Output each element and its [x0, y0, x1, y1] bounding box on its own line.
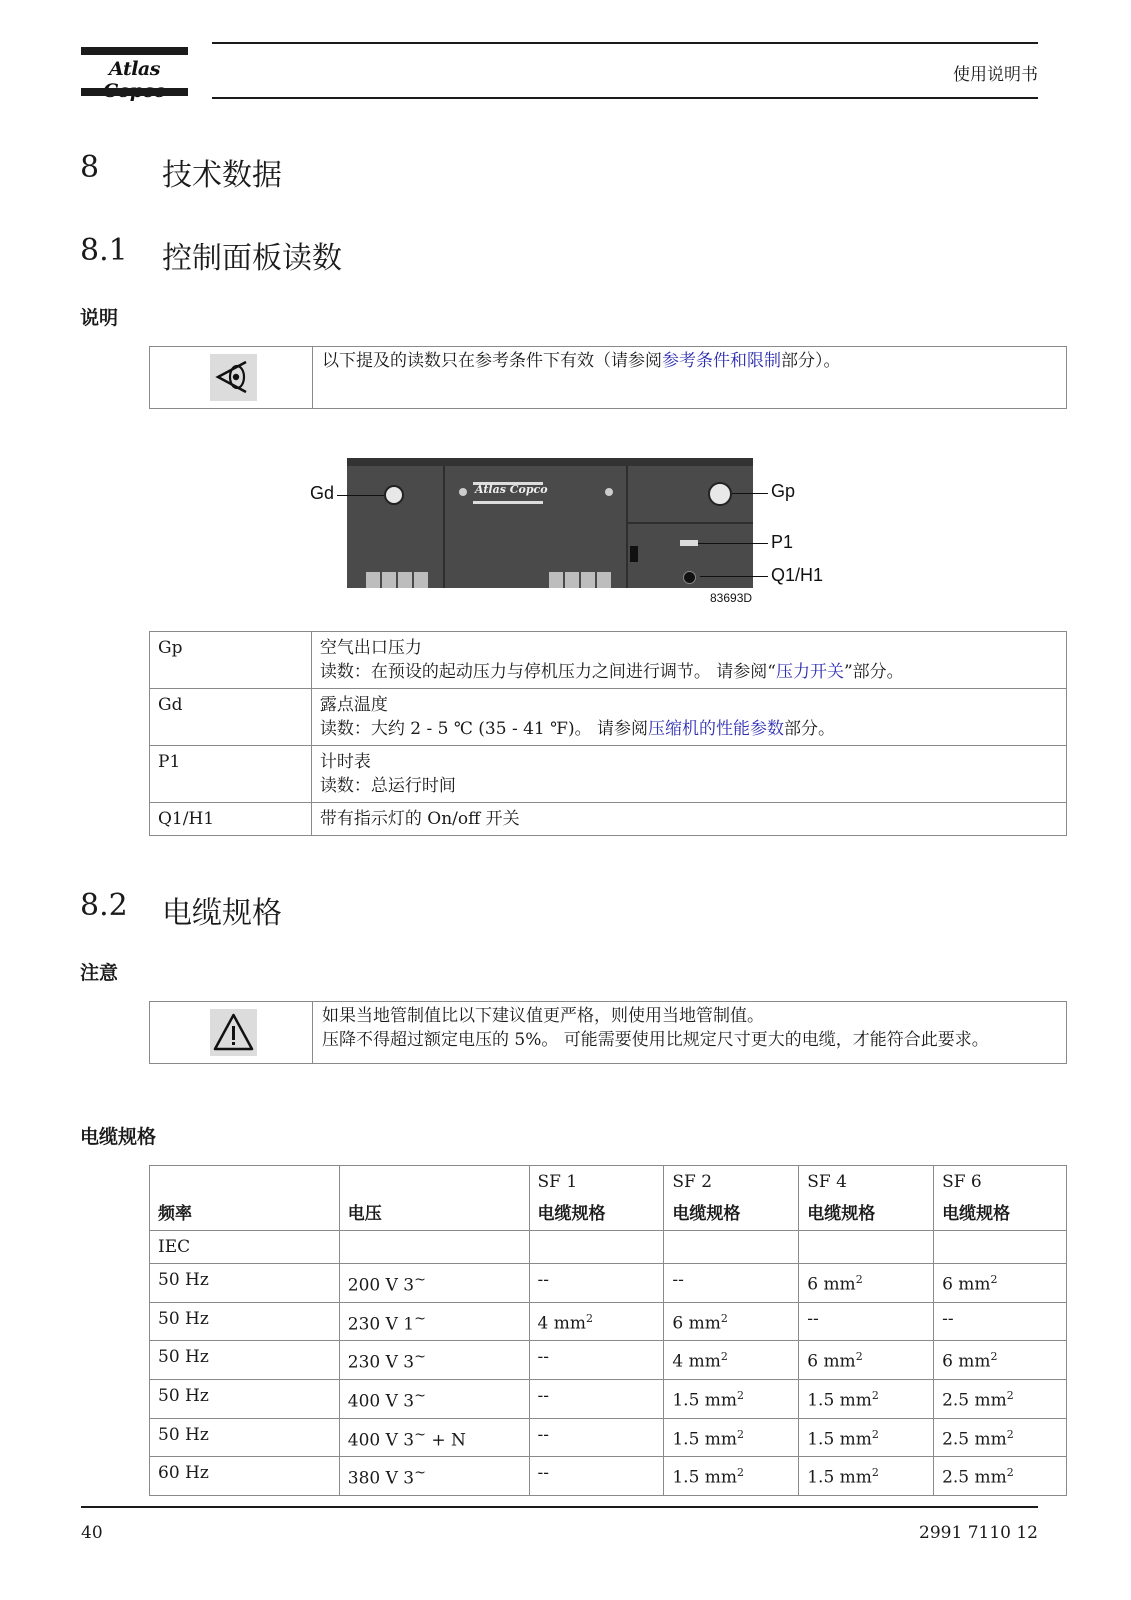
cable-size-value: -- — [672, 1270, 684, 1290]
cable-size-cell — [799, 1457, 934, 1496]
frequency-cell: 50 Hz — [150, 1418, 340, 1457]
cable-size-value: 1.5 mm — [807, 1467, 872, 1488]
cable-size-cell — [529, 1418, 664, 1457]
column-header-cable: 电缆规格 — [664, 1198, 799, 1231]
ac-tilde: ~ — [414, 1426, 426, 1443]
cable-size-value: -- — [942, 1308, 954, 1329]
cable-size-cell — [529, 1379, 664, 1418]
caution-line: 如果当地管制值比以下建议值更严格，则使用当地管制值。 — [322, 1006, 764, 1026]
table-cell — [529, 1231, 664, 1264]
cable-size-cell — [529, 1341, 664, 1380]
cable-size-value: -- — [807, 1308, 819, 1329]
note-text-after: 部分）。 — [781, 351, 841, 371]
table-row — [150, 1418, 1067, 1457]
cable-size-cell — [799, 1302, 934, 1341]
vent-slot — [549, 572, 563, 588]
header-top-rule — [212, 42, 1038, 44]
table-row — [150, 1379, 1067, 1418]
ac-tilde: ~ — [414, 1465, 426, 1482]
table-group-row — [150, 1231, 1067, 1264]
vent-slot — [581, 572, 595, 588]
voltage-value: 400 V 3 — [347, 1430, 415, 1451]
squared-superscript: 2 — [871, 1388, 879, 1402]
vent-slot — [414, 572, 428, 588]
callout-gd: Gd — [310, 483, 335, 503]
cable-size-cell — [529, 1264, 664, 1303]
ac-tilde: ~ — [414, 1310, 426, 1327]
figure-code: 83693D — [710, 591, 753, 605]
panel-divider — [443, 466, 445, 588]
caution-box — [149, 1001, 1067, 1064]
reading-description — [311, 632, 1066, 689]
control-panel-figure — [347, 458, 753, 588]
note-text-before: 以下提及的读数只在参考条件下有效（请参阅 — [322, 351, 662, 371]
table-cell — [934, 1231, 1067, 1264]
squared-superscript: 2 — [871, 1466, 879, 1480]
cable-size-value: 4 mm — [537, 1313, 586, 1334]
squared-superscript: 2 — [990, 1350, 998, 1364]
cable-size-value: -- — [537, 1347, 549, 1368]
reading-title: 空气出口压力 — [319, 638, 422, 658]
squared-superscript: 2 — [720, 1311, 728, 1325]
vent-slot — [382, 572, 396, 588]
cable-size-value: 2.5 mm — [942, 1390, 1007, 1411]
table-cell — [799, 1231, 934, 1264]
table-row — [150, 1457, 1067, 1496]
subsection-title: 控制面板读数 — [162, 241, 342, 276]
cable-size-cell — [934, 1264, 1067, 1303]
logo-top-bar — [81, 47, 188, 55]
cable-size-value: 6 mm — [672, 1313, 721, 1334]
header-cell-empty — [150, 1166, 340, 1199]
doc-type: 使用说明书 — [953, 65, 1038, 85]
panel-brand-logo: Atlas Copco — [475, 483, 548, 496]
table-row — [150, 803, 1067, 836]
footer-rule — [81, 1506, 1038, 1508]
reading-value-text: ”部分。 — [843, 662, 904, 682]
panel-screw-icon — [459, 488, 467, 496]
document-number: 2991 7110 12 — [919, 1523, 1038, 1543]
reading-description — [311, 689, 1066, 746]
caution-icon-cell — [150, 1002, 313, 1063]
voltage-cell — [339, 1379, 529, 1418]
cable-size-cell — [934, 1341, 1067, 1380]
cable-size-value: 6 mm — [807, 1274, 856, 1295]
squared-superscript: 2 — [855, 1273, 863, 1286]
callout-q1h1: Q1/H1 — [771, 565, 824, 585]
frequency-cell: 50 Hz — [150, 1341, 340, 1380]
model-header: SF 6 — [934, 1166, 1067, 1199]
squared-superscript: 2 — [871, 1427, 879, 1441]
page-number: 40 — [81, 1523, 103, 1543]
ac-tilde: ~ — [414, 1272, 426, 1288]
caution-text — [322, 1004, 989, 1052]
cable-size-value: -- — [537, 1463, 549, 1484]
cable-size-value: 4 mm — [672, 1351, 721, 1372]
table-row — [150, 1341, 1067, 1380]
cable-table-heading: 电缆规格 — [80, 1126, 157, 1148]
column-header-frequency: 频率 — [150, 1198, 340, 1231]
callout-line-p1 — [698, 543, 768, 544]
voltage-value: 400 V 3 — [347, 1391, 415, 1412]
callout-line-gd — [337, 495, 384, 496]
squared-superscript: 2 — [1006, 1388, 1014, 1402]
callout-line-q1h1 — [700, 576, 768, 577]
cable-size-cell — [934, 1457, 1067, 1496]
table-row — [150, 632, 1067, 689]
table-header-row — [150, 1166, 1067, 1199]
vent-slot — [565, 572, 579, 588]
cable-size-value: 2.5 mm — [942, 1429, 1007, 1450]
callout-line-gp — [732, 493, 768, 494]
cable-size-value: 6 mm — [942, 1351, 991, 1372]
cable-size-value: 1.5 mm — [807, 1429, 872, 1450]
cable-size-cell — [934, 1379, 1067, 1418]
reading-value — [320, 717, 1058, 741]
cable-size-value: 1.5 mm — [807, 1390, 872, 1411]
cable-size-cell — [529, 1302, 664, 1341]
caution-heading: 注意 — [80, 962, 119, 984]
model-header: SF 4 — [799, 1166, 934, 1199]
logo-bottom-bar — [81, 88, 188, 96]
voltage-value: 230 V 3 — [347, 1352, 415, 1373]
table-row — [150, 1264, 1067, 1303]
callout-gp: Gp — [771, 481, 796, 501]
reading-value — [320, 660, 1058, 684]
reading-value-text: 读数：大约 2 - 5 ℃ (35 - 41 ℉)。 请参阅 — [319, 719, 648, 739]
cable-size-value: 1.5 mm — [672, 1429, 738, 1450]
note-heading: 说明 — [80, 307, 119, 329]
cable-size-cell — [664, 1379, 799, 1418]
squared-superscript: 2 — [585, 1311, 593, 1325]
frequency-cell: 50 Hz — [150, 1264, 340, 1303]
model-header: SF 2 — [664, 1166, 799, 1199]
cable-size-cell — [664, 1264, 799, 1303]
cable-size-value: 6 mm — [807, 1351, 856, 1372]
callout-p1: P1 — [771, 532, 794, 552]
table-cell — [664, 1231, 799, 1264]
panel-screw-icon — [605, 488, 613, 496]
cable-size-cell — [664, 1341, 799, 1380]
cable-size-value: 1.5 mm — [672, 1467, 738, 1488]
cable-size-value: 2.5 mm — [942, 1467, 1007, 1488]
voltage-cell — [339, 1457, 529, 1496]
voltage-value: 200 V 3 — [347, 1275, 415, 1296]
reading-code: P1 — [150, 746, 312, 803]
vent-slot — [398, 572, 412, 588]
squared-superscript: 2 — [855, 1350, 863, 1364]
cable-spec-table — [149, 1165, 1067, 1496]
hour-counter-icon — [680, 540, 698, 546]
pressure-gauge-icon — [708, 482, 732, 506]
reading-value-text: 部分。 — [783, 719, 835, 739]
voltage-suffix: + N — [425, 1430, 466, 1451]
voltage-cell — [339, 1341, 529, 1380]
vent-slot — [366, 572, 380, 588]
squared-superscript: 2 — [737, 1388, 745, 1402]
reading-title: 计时表 — [319, 752, 371, 772]
ac-tilde: ~ — [414, 1349, 426, 1366]
subsection-number: 8.2 — [80, 888, 128, 923]
reading-value-text: 读数：在预设的起动压力与停机压力之间进行调节。 请参阅“ — [319, 662, 776, 682]
squared-superscript: 2 — [1006, 1427, 1014, 1441]
reading-title: 带有指示灯的 On/off 开关 — [319, 809, 520, 829]
table-header-row — [150, 1198, 1067, 1231]
cable-size-cell — [664, 1302, 799, 1341]
panel-side-slot — [630, 546, 638, 562]
cable-size-cell — [799, 1418, 934, 1457]
squared-superscript: 2 — [1006, 1466, 1014, 1480]
brand-logo: Atlas — [109, 58, 160, 80]
eye-note-icon — [210, 354, 257, 401]
cable-size-cell — [664, 1418, 799, 1457]
frequency-cell: 50 Hz — [150, 1379, 340, 1418]
table-row — [150, 1302, 1067, 1341]
pressure-switch-link[interactable]: 压力开关 — [775, 662, 844, 682]
cable-size-value: -- — [537, 1270, 549, 1290]
column-header-cable: 电缆规格 — [934, 1198, 1067, 1231]
column-header-cable: 电缆规格 — [799, 1198, 934, 1231]
squared-superscript: 2 — [720, 1350, 728, 1364]
table-row — [150, 689, 1067, 746]
panel-divider — [626, 466, 628, 588]
cable-size-cell — [934, 1302, 1067, 1341]
column-header-voltage: 电压 — [339, 1198, 529, 1231]
panel-divider — [628, 522, 753, 524]
cable-size-value: 1.5 mm — [672, 1390, 738, 1411]
voltage-cell — [339, 1264, 529, 1303]
squared-superscript: 2 — [737, 1466, 745, 1480]
caution-line: 压降不得超过额定电压的 5%。 可能需要使用比规定尺寸更大的电缆，才能符合此要求。 — [322, 1030, 989, 1050]
reading-description — [311, 746, 1066, 803]
cable-size-cell — [529, 1457, 664, 1496]
header-cell-empty — [339, 1166, 529, 1199]
on-off-switch-icon — [683, 571, 696, 584]
model-header: SF 1 — [529, 1166, 664, 1199]
reading-code: Gd — [150, 689, 312, 746]
cable-size-cell — [799, 1379, 934, 1418]
reading-description — [311, 803, 1066, 836]
note-icon-cell — [150, 347, 313, 408]
voltage-value: 380 V 3 — [347, 1468, 415, 1489]
performance-data-link[interactable]: 压缩机的性能参数 — [647, 719, 784, 739]
cable-size-value: 6 mm — [942, 1274, 991, 1295]
reading-title: 露点温度 — [319, 695, 388, 715]
column-header-cable: 电缆规格 — [529, 1198, 664, 1231]
voltage-cell — [339, 1418, 529, 1457]
cable-size-cell — [799, 1341, 934, 1380]
frequency-cell: 60 Hz — [150, 1457, 340, 1496]
frequency-cell: 50 Hz — [150, 1302, 340, 1341]
cable-size-value: -- — [537, 1424, 549, 1445]
header-bottom-rule — [212, 97, 1038, 99]
squared-superscript: 2 — [990, 1273, 998, 1286]
voltage-value: 230 V 1 — [347, 1314, 415, 1335]
warning-triangle-icon — [210, 1009, 257, 1056]
panel-top-edge — [347, 458, 753, 466]
cable-size-cell — [799, 1264, 934, 1303]
section-title: 技术数据 — [162, 158, 282, 193]
ac-tilde: ~ — [414, 1387, 426, 1404]
reading-value: 读数：总运行时间 — [319, 776, 456, 796]
cable-size-cell — [664, 1457, 799, 1496]
dewpoint-gauge-icon — [384, 485, 404, 505]
group-label: IEC — [150, 1231, 340, 1264]
table-row — [150, 746, 1067, 803]
cable-size-cell — [934, 1418, 1067, 1457]
reading-code: Gp — [150, 632, 312, 689]
subsection-number: 8.1 — [80, 233, 128, 268]
cable-size-value: -- — [537, 1385, 549, 1406]
squared-superscript: 2 — [737, 1427, 745, 1441]
note-text — [322, 349, 841, 373]
voltage-cell — [339, 1302, 529, 1341]
cable-spec-rows — [150, 1264, 1067, 1496]
readings-table — [149, 631, 1067, 836]
note-box — [149, 346, 1067, 409]
section-number: 8 — [80, 150, 100, 185]
table-cell — [339, 1231, 529, 1264]
vent-slot — [597, 572, 611, 588]
subsection-title: 电缆规格 — [162, 896, 282, 931]
reading-code: Q1/H1 — [150, 803, 312, 836]
reference-conditions-link[interactable]: 参考条件和限制 — [662, 351, 781, 371]
